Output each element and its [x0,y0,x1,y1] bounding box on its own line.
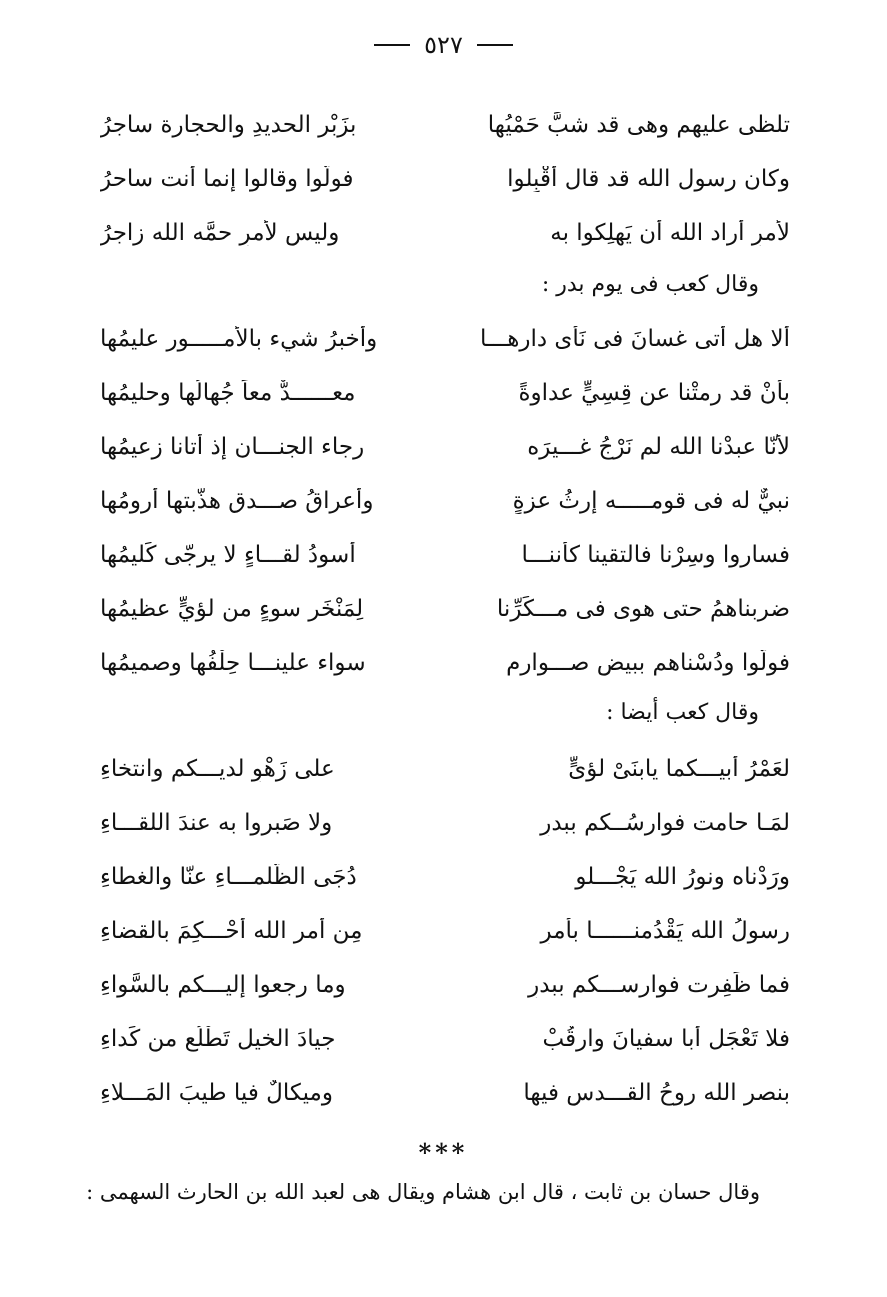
verse [100,312,790,366]
hemistich-first: تلظى عليهم وهى قد شبَّ حَمْيُها [487,112,790,138]
verse [100,958,790,1012]
verse [100,98,790,152]
hemistich-second: جيادَ الخيل تَطْلُع من كَداءِ [100,1026,336,1052]
verse [100,366,790,420]
hemistich-second: على زَهْوٍ لديـــكم وانتخاءِ [100,756,335,782]
hemistich-second: وليس لأمرٍ حمَّه الله زاجرُ [100,220,340,246]
hemistich-second: دُجَى الظَّلمـــاءِ عنّا والغطاءِ [100,864,357,890]
hemistich-first: لعَمْرُ أبيـــكما يابنَىْ لؤىٍّ [568,756,790,782]
hemistich-second: مِن أمر الله أحْـــكِمَ بالقضاءِ [100,918,363,944]
verse [100,582,790,636]
poem-block-1 [100,98,790,260]
hemistich-first: فساروا وسِرْنا فالتقينا كأننـــا [521,542,790,568]
hemistich-first: لأمرٍ أراد الله أن يَهلِكوا به [550,220,790,246]
hemistich-first: لمَـا حامت فوارسُــكم ببدرٍ [540,810,790,836]
hemistich-first: بأنْ قد رمتْنا عن قِسِيٍّ عداوةً [518,380,790,406]
verse [100,474,790,528]
hemistich-first: بنصر الله روحُ القـــدس فيها [523,1080,790,1106]
hemistich-first: فولَّوا ودُسْناهم ببيضٍ صـــوارمٍ [506,650,790,676]
page-number: ٥٢٧ [424,31,463,59]
hemistich-second: لِمَنْخَر سوءٍ من لؤيٍّ عظيمُها [100,596,364,622]
hemistich-first: ضربناهمُ حتى هوى فى مـــكَرِّنا [496,596,790,622]
poem-intro-1: وقال كعب فى يوم بدر : [541,272,759,297]
verse [100,904,790,958]
hemistich-second: أسودُ لقـــاءٍ لا يرجّى كَليمُها [100,542,356,568]
page-header [0,30,887,60]
verse [100,636,790,690]
verse [100,1066,790,1120]
hemistich-second: بزَبْر الحديدِ والحجارة ساجرُ [100,112,357,138]
header-dash-left [374,44,410,46]
poem-intro-2: وقال كعب أيضا : [606,700,759,725]
poem-block-2 [100,312,790,690]
verse [100,742,790,796]
hemistich-second: فولَّوا وقالوا إنما أنت ساحرُ [100,166,354,192]
hemistich-second: سواء علينـــا حِلْفُها وصميمُها [100,650,366,676]
verse [100,152,790,206]
hemistich-second: وميكالٌ فيا طيبَ المَـــلاءِ [100,1080,333,1106]
hemistich-first: وكان رسول الله قد قال أقْبِلوا [507,166,790,192]
hemistich-second: معــــــدٌّ معاً جُهالُها وحليمُها [100,380,356,406]
hemistich-first: فلا تَعْجَل أبا سفيانَ وارقُبْ [542,1026,790,1052]
hemistich-second: ولا صَبروا به عندَ اللقـــاءِ [100,810,333,836]
verse [100,850,790,904]
verse [100,420,790,474]
closing-line: وقال حسان بن ثابت ، قال ابن هشام ويقال هى لعبد الله بن الحارث السهمى : [86,1180,760,1204]
hemistich-first: ألا هل أتى غسانَ فى نَأْى دارهـــا [480,326,790,352]
poem-block-3 [100,742,790,1120]
hemistich-first: لأنّا عبدْنا الله لم نَرْجُ غـــيرَه [527,434,790,460]
section-separator: *** [418,1138,469,1167]
hemistich-second: رجاء الجنـــان إذ أتانا زعيمُها [100,434,365,460]
hemistich-second: وأعراقُ صـــدقٍ هذَّبتها أُرومُها [100,488,374,514]
hemistich-first: نبيٌّ له فى قومـــــه إرثُ عزةٍ [512,488,790,514]
hemistich-first: رسولُ الله يَقْدُمنــــــا بأمرٍ [540,918,790,944]
hemistich-second: وما رجعوا إليـــكم بالسَّواءِ [100,972,346,998]
verse [100,796,790,850]
hemistich-first: فما ظَفِرت فوارســـكم ببدرٍ [528,972,790,998]
verse [100,1012,790,1066]
header-dash-right [477,44,513,46]
hemistich-first: ورَدْناه ونورُ الله يَجْـــلو [575,864,790,890]
verse [100,206,790,260]
verse [100,528,790,582]
hemistich-second: وأخبرُ شيء بالأمـــــور عليمُها [100,326,378,352]
